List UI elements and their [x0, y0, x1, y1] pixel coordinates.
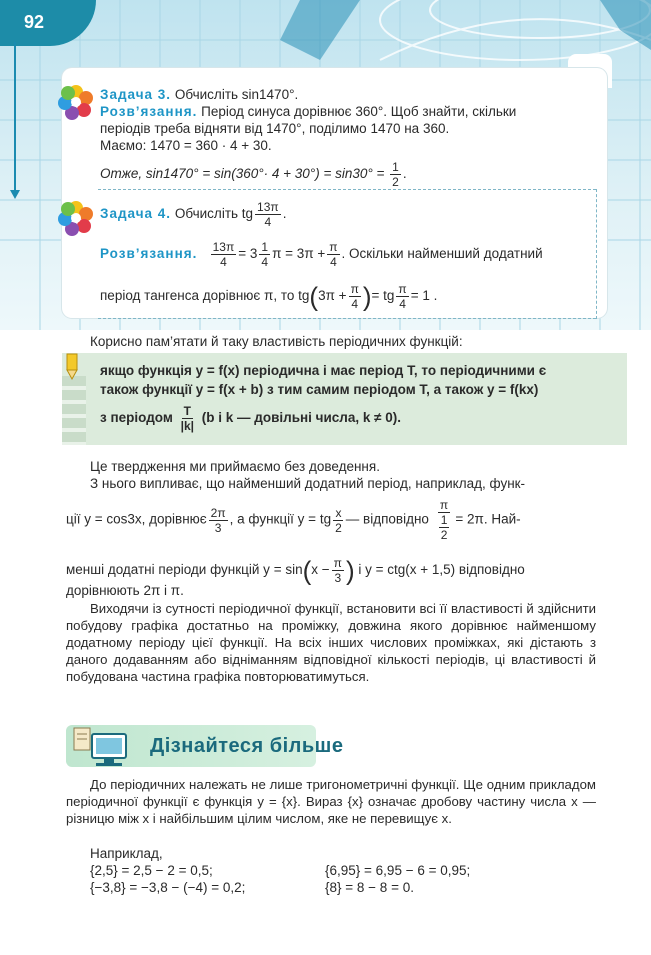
task4-line1	[100, 240, 543, 269]
task4-line2	[100, 282, 437, 311]
task4-title: Задача 4.	[100, 206, 172, 222]
fraction-num: π	[329, 240, 338, 254]
fraction-den: 3	[214, 520, 222, 535]
margin-line	[14, 42, 16, 194]
fraction-den: 4	[261, 255, 269, 269]
fraction-num: 1	[440, 513, 448, 527]
task3-line3: Маємо: 1470 = 360 · 4 + 30.	[100, 138, 272, 153]
statement-part: , а функції y = tg	[229, 511, 332, 527]
eq-part: = tg	[371, 288, 395, 304]
fraction	[332, 556, 344, 585]
task3-title: Задача 3.	[100, 87, 172, 102]
fraction-num: T	[183, 404, 191, 418]
task3-text1: Період синуса дорівнює 360°. Щоб знайти, скільки	[201, 104, 517, 119]
card-side-dash	[596, 189, 597, 319]
fraction	[259, 240, 270, 269]
eq-part: π = 3π +	[272, 246, 326, 262]
eq-part: = 3	[238, 246, 258, 262]
paren-open: (	[309, 281, 319, 312]
task3-line4-text: Отже, sin1470° = sin(360°· 4 + 30°) = sin30° =	[100, 166, 389, 182]
computer-icon	[70, 722, 140, 770]
property-box-stripes	[62, 376, 86, 445]
page-number: 92	[24, 12, 45, 32]
fraction	[349, 282, 361, 311]
fraction-den: 2	[335, 520, 342, 535]
statement-part: ції y = cos3x, дорівнює	[66, 511, 207, 527]
statement-line4	[66, 556, 525, 585]
eq-tail: . Оскільки найменший додатний	[341, 246, 543, 262]
learn-more-title: Дізнайтеся більше	[150, 735, 344, 757]
task3-line1	[100, 103, 516, 120]
property-line2: також функції y = f(x + b) з тим самим періодом T, а також y = f(kx)	[100, 382, 539, 397]
properties-paragraph: Виходячи із сутності періодичної функції, встановити всі її властивості й здійснити побудову графіка достатньо на проміжку, довжина якого дорівнює найменшому додатному періоду цієї функції. На всіх інших числових проміжках, які дістають з даного додаванням або відніманням відповідної кількості періодів, ці властивості й побудована частина графіка повторюватимуться.	[66, 601, 596, 684]
example-4: {8} = 8 − 8 = 0.	[325, 880, 414, 895]
fraction	[327, 240, 339, 269]
fraction-den: 4	[220, 255, 227, 269]
fraction	[209, 506, 228, 535]
paren-close: )	[362, 281, 372, 312]
statement-line3	[66, 498, 521, 542]
fraction-den: 4	[351, 297, 359, 311]
statement-line2: З нього випливає, що найменший додатний період, наприклад, функ-	[90, 476, 526, 491]
fraction	[439, 513, 450, 542]
pencil-icon	[62, 352, 82, 382]
statement-part: — відповідно	[345, 511, 429, 527]
task3-statement: Обчисліть sin1470°.	[174, 87, 299, 102]
fraction-num: 1	[261, 240, 269, 254]
property-line3-pre: з періодом	[100, 410, 173, 426]
task4-solution-label: Розв’язання.	[100, 246, 198, 262]
fraction-num: 13π	[212, 240, 235, 254]
fraction	[396, 282, 408, 311]
for-example: Наприклад,	[90, 846, 163, 861]
fraction-num: π	[350, 282, 359, 296]
paren-close: )	[345, 555, 355, 586]
task4-statement-end: .	[282, 206, 287, 222]
task3-header	[100, 86, 298, 103]
statement-part: менші додатні періоди функцій y = sin	[66, 562, 303, 578]
more-paragraph: До періодичних належать не лише тригонометричні функції. Ще одним прикладом періодичної функції є функція y = {x}. Вираз {x} означає дробову частину числа x — різницю між x і найбільшим цілим числом, яке не перевищує x.	[66, 777, 596, 826]
statement-part: = 2π. Най-	[455, 511, 521, 527]
task-divider	[98, 189, 596, 190]
task4-statement: Обчисліть tg	[174, 206, 254, 222]
fraction-den	[435, 513, 454, 542]
fraction-den: 4	[399, 297, 406, 311]
task4-arg-fraction	[255, 200, 281, 229]
fraction-den: 2	[392, 175, 399, 189]
flower-icon	[58, 84, 94, 120]
fraction-num: 2π	[210, 505, 226, 520]
task4-header	[100, 200, 286, 229]
statement-part: і y = ctg(x + 1,5) відповідно	[358, 562, 525, 578]
example-2: {6,95} = 6,95 − 6 = 0,95;	[325, 863, 471, 878]
property-line3	[100, 404, 401, 433]
fraction-den: |k|	[180, 419, 194, 433]
task3-fraction	[390, 160, 401, 189]
fraction-num: 1	[392, 160, 399, 174]
nested-fraction	[435, 498, 454, 542]
task3-line4	[100, 160, 407, 189]
card-bottom-dash	[98, 318, 596, 319]
remember-text: Корисно пам’ятати й таку властивість періодичних функцій:	[90, 334, 463, 349]
fraction-num: π	[398, 282, 407, 296]
task3-line2: періодів треба відняти від 1470°, поділимо 1470 на 360.	[100, 121, 450, 136]
fraction-den: 4	[330, 255, 337, 269]
margin-arrow-icon	[10, 190, 20, 199]
example-3: {−3,8} = −3,8 − (−4) = 0,2;	[90, 880, 246, 895]
eq-end: = 1 .	[410, 288, 438, 304]
fraction-den: 3	[334, 571, 342, 585]
property-line3-post: (b і k — довільні числа, k ≠ 0).	[201, 410, 402, 426]
fraction-num: π	[333, 556, 342, 570]
fraction	[333, 506, 344, 535]
fraction-den: 4	[264, 215, 272, 229]
property-line1: якщо функція y = f(x) періодична і має період T, то періодичними є	[100, 363, 547, 378]
fraction	[179, 404, 196, 433]
fraction-num: 13π	[257, 200, 279, 214]
example-1: {2,5} = 2,5 − 2 = 0,5;	[90, 863, 213, 878]
statement-part: x −	[311, 562, 330, 578]
statement-line5: дорівнюють 2π і π.	[66, 583, 184, 598]
eq-part: 3π +	[318, 288, 347, 304]
task3-solution-label: Розв’язання.	[100, 104, 198, 119]
paren-open: (	[302, 555, 312, 586]
flower-icon	[58, 200, 94, 236]
task4-line2-text: період тангенса дорівнює π, то tg	[100, 288, 310, 304]
fraction-num: x	[335, 505, 342, 520]
fraction-num: π	[439, 498, 449, 512]
fraction-den: 2	[440, 528, 448, 542]
statement-line1: Це твердження ми приймаємо без доведення.	[90, 459, 380, 474]
fraction	[211, 240, 237, 269]
task3-line4-end: .	[402, 166, 407, 182]
